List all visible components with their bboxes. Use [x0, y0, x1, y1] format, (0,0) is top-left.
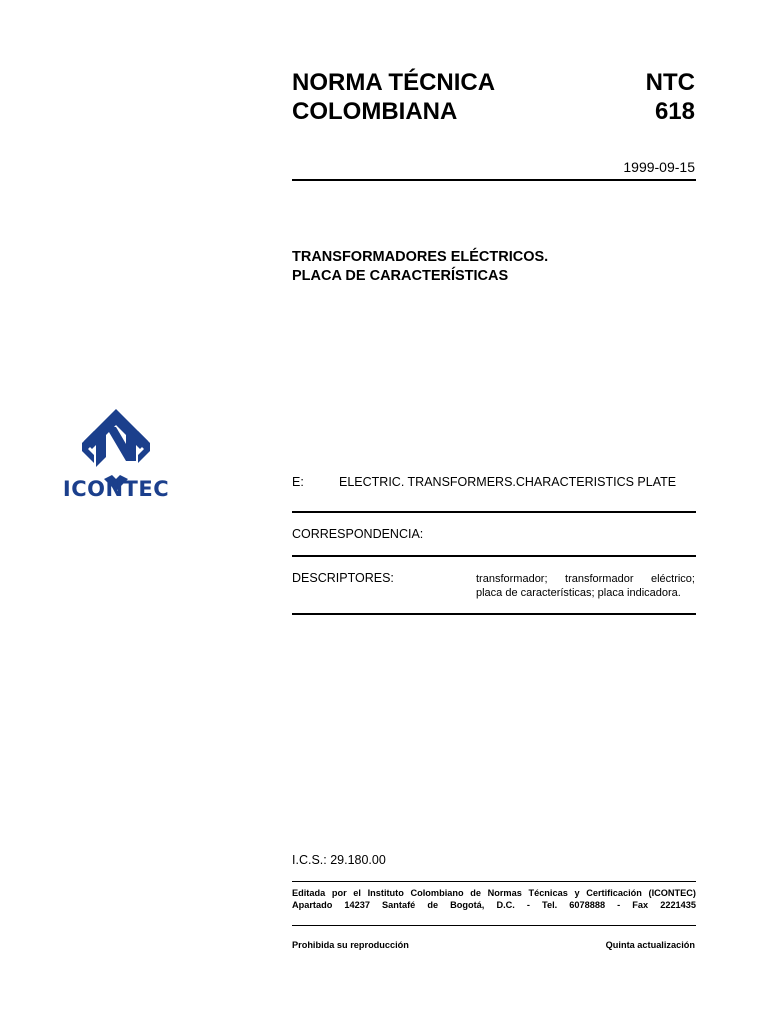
- ics-code: I.C.S.: 29.180.00: [292, 853, 386, 867]
- code-line-1: NTC: [645, 69, 695, 96]
- edition-note: Quinta actualización: [605, 940, 695, 950]
- document-subject: [292, 248, 696, 286]
- publication-date: 1999-09-15: [623, 159, 695, 175]
- english-divider: [292, 511, 696, 513]
- standard-code: [560, 68, 695, 126]
- standard-title: [292, 68, 592, 126]
- icontec-logo: [60, 407, 172, 503]
- editorial-info: [292, 887, 696, 911]
- editorial-line-1: Editada por el Instituto Colombiano de Normas Técnicas y Certificación (ICONTEC): [292, 888, 696, 898]
- logo-wordmark: ICONTEC: [62, 477, 170, 501]
- english-label: E:: [292, 475, 304, 489]
- header-divider: [292, 179, 696, 181]
- correspondence-label: CORRESPONDENCIA:: [292, 527, 424, 541]
- title-line-1: NORMA TÉCNICA: [292, 69, 496, 96]
- subject-line-2: PLACA DE CARACTERÍSTICAS: [292, 268, 509, 284]
- reproduction-notice: Prohibida su reproducción: [292, 940, 409, 950]
- editorial-line-2: Apartado 14237 Santafé de Bogotá, D.C. - Tel. 6078888 - Fax 2221435: [292, 900, 696, 910]
- code-line-2: 618: [654, 98, 695, 125]
- descriptors-label: DESCRIPTORES:: [292, 571, 394, 585]
- correspondence-divider: [292, 555, 696, 557]
- ics-divider: [292, 881, 696, 882]
- english-title: ELECTRIC. TRANSFORMERS.CHARACTERISTICS PLATE: [339, 475, 677, 489]
- descriptors-text: transformador; transformador eléctrico; placa de características; placa indicadora.: [476, 573, 695, 599]
- title-line-2: COLOMBIANA: [292, 98, 458, 125]
- descriptors-divider: [292, 613, 696, 615]
- subject-line-1: TRANSFORMADORES ELÉCTRICOS.: [292, 249, 549, 265]
- editorial-divider: [292, 925, 696, 926]
